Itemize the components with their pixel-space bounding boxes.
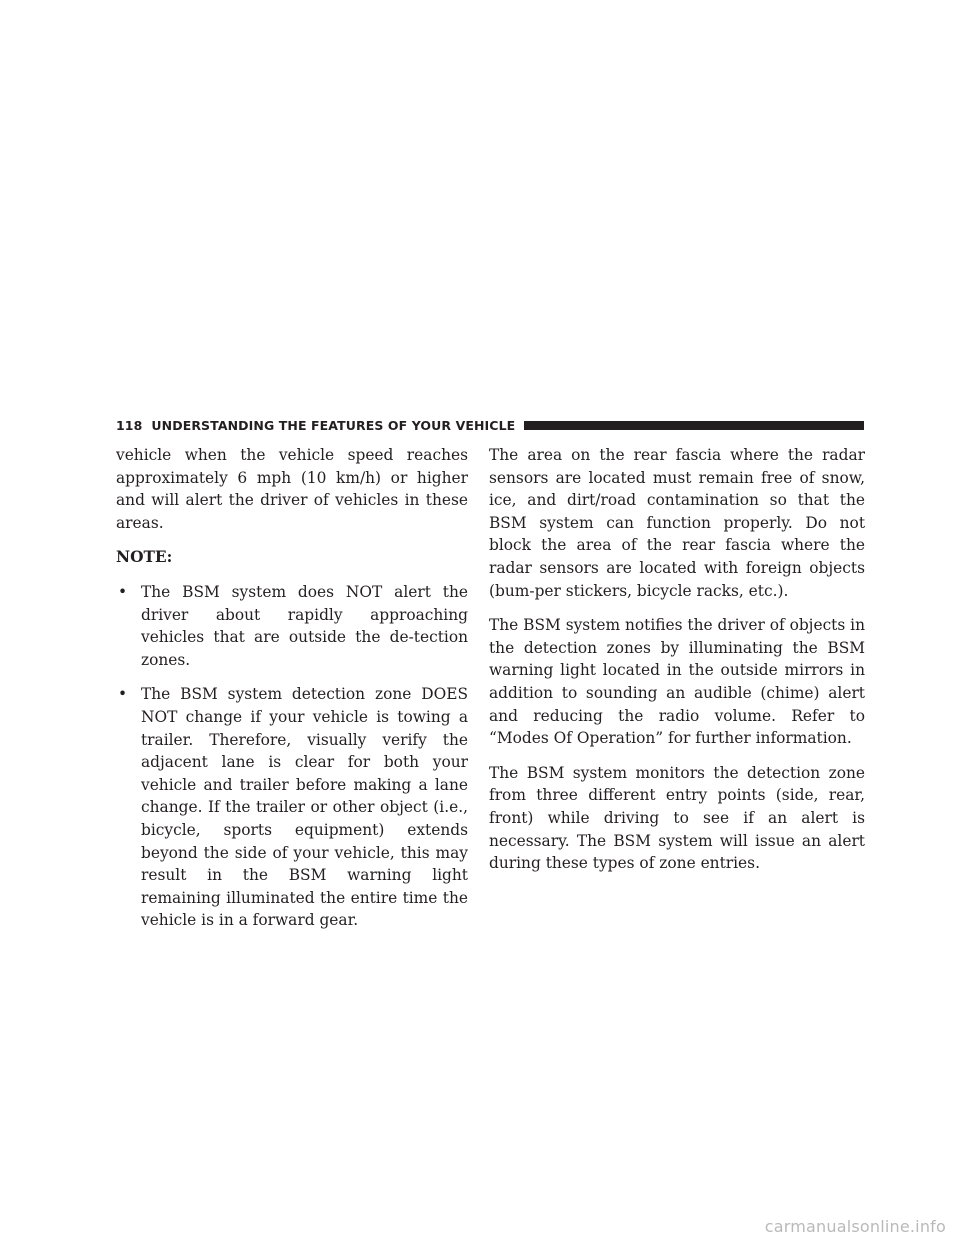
- intro-paragraph: vehicle when the vehicle speed reaches approximately 6 mph (10 km/h) or higher and will alert the driver of vehicles in these areas.: [116, 446, 468, 532]
- bullet-icon: •: [118, 685, 128, 704]
- right-column: [489, 444, 865, 887]
- watermark: carmanualsonline.info: [764, 1217, 946, 1236]
- body-paragraph: The area on the rear fascia where the radar sensors are located must remain free of snow, ice, and dirt/road contamination so that the BSM system can function properly. Do not block the area of the rear fascia where the radar sensors are located with foreign objects (bum-per stickers, bicycle racks, etc.).: [489, 446, 865, 600]
- page-number: 118: [116, 417, 143, 433]
- page-header: [116, 416, 864, 434]
- bullet-text: The BSM system does NOT alert the driver about rapidly approaching vehicles that are outside the de-tection zones.: [141, 582, 468, 669]
- section-title: UNDERSTANDING THE FEATURES OF YOUR VEHICLE: [151, 417, 516, 433]
- bullet-text: The BSM system detection zone DOES NOT change if your vehicle is towing a trailer. Therefore, visually verify the adjacent lane is clear for both your vehicle and trailer before making a lane change. If the trailer or other object (i.e., bicycle, sports equipment) extends beyond the side of your vehicle, this may result in the BSM warning light remaining illuminated the entire time the vehicle is in a forward gear.: [141, 685, 468, 930]
- header-rule: [524, 421, 864, 430]
- bullet-icon: •: [118, 582, 128, 601]
- note-bullet-item: [116, 683, 468, 932]
- note-heading: NOTE:: [116, 548, 173, 567]
- left-column: [116, 444, 468, 944]
- note-bullet-list: [116, 581, 468, 932]
- body-paragraph: The BSM system monitors the detection zone from three different entry points (side, rear, front) while driving to see if an alert is necessary. The BSM system will issue an alert during these types of zone entries.: [489, 763, 865, 873]
- note-bullet-item: [116, 581, 468, 671]
- body-paragraph: The BSM system notifies the driver of objects in the detection zones by illuminating the BSM warning light located in the outside mirrors in addition to sounding an audible (chime) alert and reducing the radio volume. Refer to “Modes Of Operation” for further information.: [489, 616, 865, 748]
